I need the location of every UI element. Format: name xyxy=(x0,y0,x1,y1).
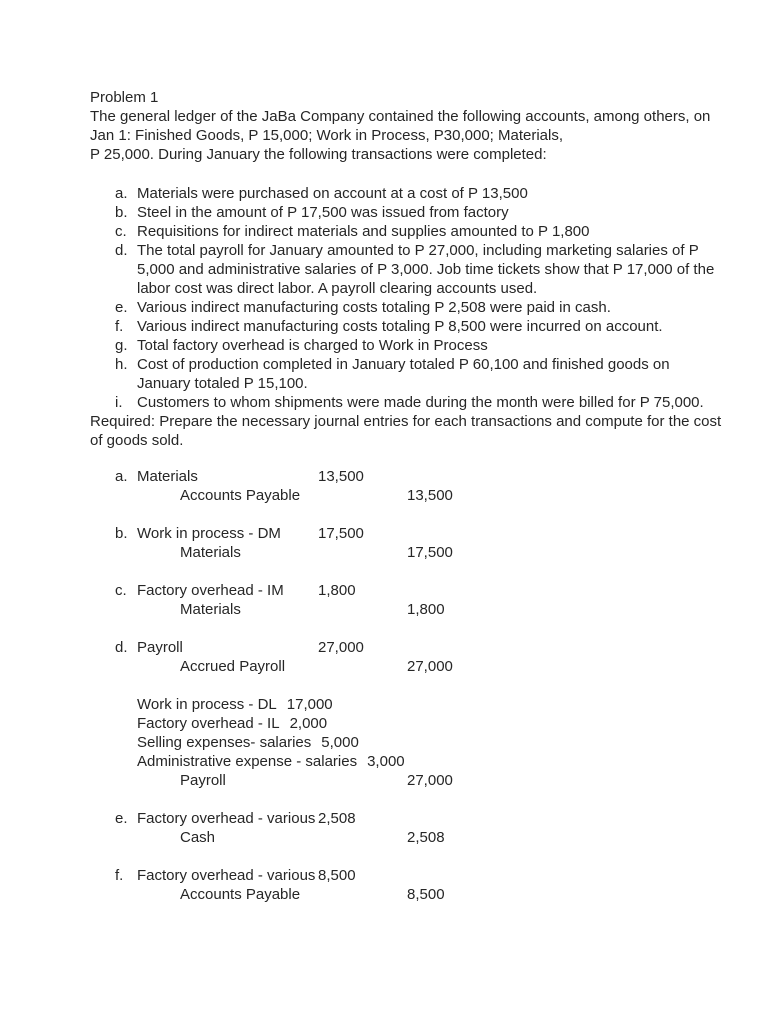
journal-row xyxy=(115,885,710,904)
account-name: Accounts Payable xyxy=(180,886,301,903)
journal-row xyxy=(115,543,710,562)
journal-row xyxy=(115,771,710,790)
journal-row xyxy=(115,486,710,505)
transaction-text xyxy=(137,222,710,241)
transaction-item xyxy=(115,336,710,355)
account-name: Cash xyxy=(180,829,216,846)
transaction-text-line: labor cost was direct labor. A payroll clearing accounts used. xyxy=(137,280,538,297)
transaction-text xyxy=(137,355,710,393)
journal-row xyxy=(115,828,710,847)
journal-row xyxy=(115,600,710,619)
transaction-letter: a. xyxy=(115,185,128,202)
journal-row xyxy=(115,581,710,600)
journal-row xyxy=(115,467,710,486)
transaction-text-line: January totaled P 15,100. xyxy=(137,375,308,392)
journal-entry-letter: b. xyxy=(115,525,128,542)
transaction-item xyxy=(115,241,715,298)
account-name: Accounts Payable xyxy=(180,487,301,504)
transaction-letter: e. xyxy=(115,299,128,316)
transaction-text xyxy=(137,298,710,317)
credit-amount: 2,508 xyxy=(407,829,445,846)
transaction-list xyxy=(115,184,715,412)
debit-amount: 2,508 xyxy=(318,810,356,827)
journal-row xyxy=(115,866,710,885)
transaction-text-line: Various indirect manufacturing costs totaling P 8,500 were incurred on account. xyxy=(137,318,663,335)
credit-amount: 13,500 xyxy=(407,487,453,504)
journal-entry xyxy=(115,809,710,847)
transaction-text-line: Various indirect manufacturing costs totaling P 2,508 were paid in cash. xyxy=(137,299,611,316)
intro-line: P 25,000. During January the following transactions were completed: xyxy=(90,146,547,163)
required-line: of goods sold. xyxy=(90,432,184,449)
transaction-item xyxy=(115,393,710,412)
account-name: Work in process - DL xyxy=(137,696,277,713)
credit-amount: 27,000 xyxy=(407,772,453,789)
journal-entry-letter: a. xyxy=(115,468,128,485)
inline-amount: 5,000 xyxy=(321,734,359,751)
account-name: Accrued Payroll xyxy=(180,658,286,675)
transaction-letter: d. xyxy=(115,242,128,259)
account-name: Factory overhead - various xyxy=(137,810,316,827)
problem-title: Problem 1 xyxy=(90,89,159,106)
journal-entry-letter: d. xyxy=(115,639,128,656)
transaction-text xyxy=(137,393,710,412)
transaction-item xyxy=(115,355,710,393)
intro-line: The general ledger of the JaBa Company contained the following accounts, among others, on xyxy=(90,108,711,125)
debit-amount: 1,800 xyxy=(318,582,356,599)
journal-entry xyxy=(115,581,710,619)
transaction-text xyxy=(137,317,710,336)
journal-entry xyxy=(115,467,710,505)
journal-row xyxy=(115,638,710,657)
required-paragraph xyxy=(90,412,722,450)
journal-entry xyxy=(115,638,710,790)
intro-line: Jan 1: Finished Goods, P 15,000; Work in Process, P30,000; Materials, xyxy=(90,127,564,144)
transaction-letter: c. xyxy=(115,223,127,240)
account-name: Factory overhead - various xyxy=(137,867,316,884)
credit-amount: 1,800 xyxy=(407,601,445,618)
journal-entries xyxy=(115,467,710,904)
transaction-letter: f. xyxy=(115,318,124,335)
debit-amount: 8,500 xyxy=(318,867,356,884)
journal-entry-letter: f. xyxy=(115,867,124,884)
credit-amount: 8,500 xyxy=(407,886,445,903)
transaction-letter: i. xyxy=(115,394,123,411)
transaction-text-line: Materials were purchased on account at a cost of P 13,500 xyxy=(137,185,528,202)
account-name: Payroll xyxy=(180,772,226,789)
intro-paragraph xyxy=(90,107,710,164)
credit-amount: 17,500 xyxy=(407,544,453,561)
journal-row xyxy=(115,809,710,828)
transaction-item xyxy=(115,298,710,317)
journal-spacer xyxy=(115,676,710,695)
journal-entry-letter: e. xyxy=(115,810,128,827)
transaction-text-line: Steel in the amount of P 17,500 was issued from factory xyxy=(137,204,509,221)
account-name: Materials xyxy=(137,468,198,485)
required-line: Required: Prepare the necessary journal entries for each transactions and compute for the cost xyxy=(90,413,722,430)
transaction-item xyxy=(115,184,710,203)
transaction-text xyxy=(137,241,714,298)
journal-entry xyxy=(115,524,710,562)
journal-entry-letter: c. xyxy=(115,582,127,599)
inline-amount: 3,000 xyxy=(367,753,405,770)
account-name: Selling expenses- salaries xyxy=(137,734,312,751)
transaction-text-line: Requisitions for indirect materials and supplies amounted to P 1,800 xyxy=(137,223,590,240)
account-name: Work in process - DM xyxy=(137,525,281,542)
debit-amount: 13,500 xyxy=(318,468,364,485)
account-name: Administrative expense - salaries xyxy=(137,753,358,770)
transaction-item xyxy=(115,222,710,241)
transaction-text xyxy=(137,336,710,355)
transaction-text-line: The total payroll for January amounted to P 27,000, including marketing salaries of P xyxy=(137,242,699,259)
transaction-text-line: Total factory overhead is charged to Work in Process xyxy=(137,337,488,354)
transaction-text-line: Customers to whom shipments were made during the month were billed for P 75,000. xyxy=(137,394,704,411)
journal-row xyxy=(115,657,710,676)
inline-amount: 2,000 xyxy=(289,715,328,732)
debit-amount: 27,000 xyxy=(318,639,364,656)
transaction-letter: g. xyxy=(115,337,128,354)
account-name: Factory overhead - IL xyxy=(137,715,280,732)
inline-amount: 17,000 xyxy=(286,696,333,713)
credit-amount: 27,000 xyxy=(407,658,453,675)
transaction-text xyxy=(137,203,710,222)
journal-row xyxy=(115,752,710,771)
transaction-text-line: 5,000 and administrative salaries of P 3,000. Job time tickets show that P 17,000 of the xyxy=(137,261,715,278)
journal-entry xyxy=(115,866,710,904)
journal-row xyxy=(115,524,710,543)
account-name: Materials xyxy=(180,601,241,618)
journal-row xyxy=(115,695,710,714)
journal-row xyxy=(115,714,710,733)
journal-row xyxy=(115,733,710,752)
transaction-text-line: Cost of production completed in January totaled P 60,100 and finished goods on xyxy=(137,356,670,373)
debit-amount: 17,500 xyxy=(318,525,364,542)
account-name: Materials xyxy=(180,544,241,561)
account-name: Factory overhead - IM xyxy=(137,582,284,599)
transaction-letter: h. xyxy=(115,356,128,373)
account-name: Payroll xyxy=(137,639,183,656)
transaction-item xyxy=(115,203,710,222)
transaction-text xyxy=(137,184,710,203)
transaction-letter: b. xyxy=(115,204,128,221)
transaction-item xyxy=(115,317,710,336)
